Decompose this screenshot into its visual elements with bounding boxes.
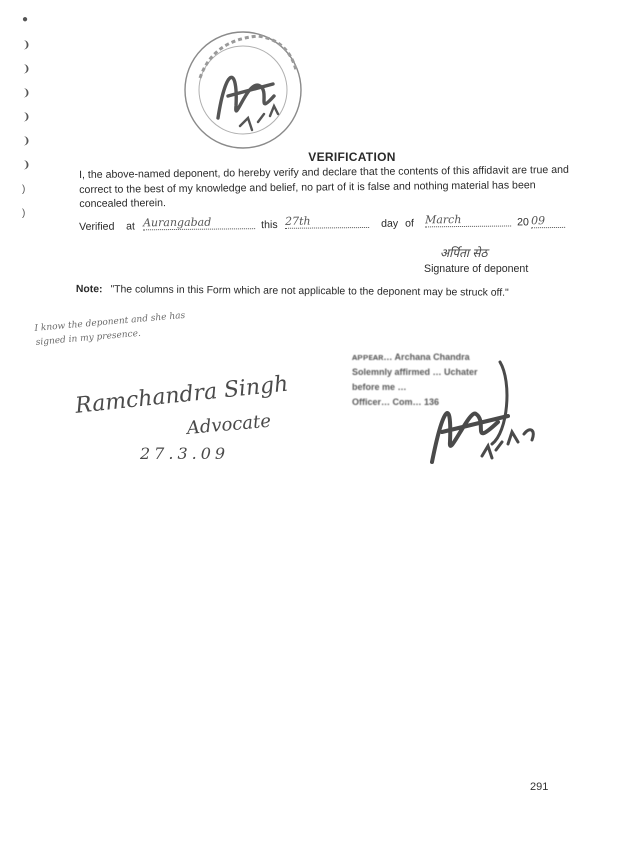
year-field: 09 bbox=[531, 214, 565, 228]
stamp-line: before me … bbox=[352, 382, 407, 392]
deponent-signature: अर्पिता सेठ bbox=[440, 246, 488, 260]
note-label: Note: bbox=[75, 284, 103, 296]
stamp-line: Solemnly affirmed … Uchater bbox=[352, 367, 478, 377]
year-prefix: 20 bbox=[517, 216, 529, 229]
punch-mark: ❩ bbox=[22, 136, 31, 147]
punch-mark: ) bbox=[22, 208, 26, 219]
month-field: March bbox=[425, 212, 511, 227]
advocate-name: Ramchandra Singh bbox=[74, 371, 290, 419]
signature-label: Signature of deponent bbox=[424, 263, 529, 275]
place-field: Aurangabad bbox=[143, 215, 255, 230]
stamp-line: Officer… Com… 136 bbox=[352, 397, 440, 407]
stamp-line: ᴀᴘᴘᴇᴀʀ… Archana Chandra bbox=[352, 352, 470, 362]
of-label: of bbox=[405, 217, 414, 230]
verified-line bbox=[79, 212, 579, 237]
punch-mark: ❩ bbox=[22, 64, 31, 75]
punch-mark: ❩ bbox=[22, 88, 31, 99]
day-label: day bbox=[381, 217, 399, 230]
page-number: 291 bbox=[530, 781, 549, 793]
advocate-date: 27.3.09 bbox=[140, 444, 230, 463]
advocate-endorsement: I know the deponent and she has signed in my presence. bbox=[34, 310, 186, 348]
at-label: at bbox=[126, 220, 136, 233]
note-text: "The columns in this Form which are not applicable to the deponent may be struck off." bbox=[110, 284, 509, 299]
page-title: VERIFICATION bbox=[308, 150, 396, 164]
punch-mark: ❩ bbox=[22, 40, 31, 51]
punch-mark: ❩ bbox=[22, 112, 31, 123]
notary-seal-top bbox=[178, 26, 308, 154]
punch-mark: ● bbox=[22, 14, 29, 25]
advocate-title: Advocate bbox=[186, 410, 272, 439]
note bbox=[76, 284, 596, 300]
punch-mark: ) bbox=[22, 184, 26, 195]
this-label: this bbox=[261, 218, 278, 232]
verified-label: Verified bbox=[79, 220, 115, 233]
day-field: 27th bbox=[285, 214, 369, 229]
oath-signature bbox=[412, 352, 562, 472]
punch-mark: ❩ bbox=[22, 160, 31, 171]
verification-paragraph: I, the above-named deponent, do hereby verify and declare that the contents of this affidavit are true and correct to the best of my knowledge and belief, no part of it is false and nothing material has been concealed therein. bbox=[79, 163, 569, 210]
